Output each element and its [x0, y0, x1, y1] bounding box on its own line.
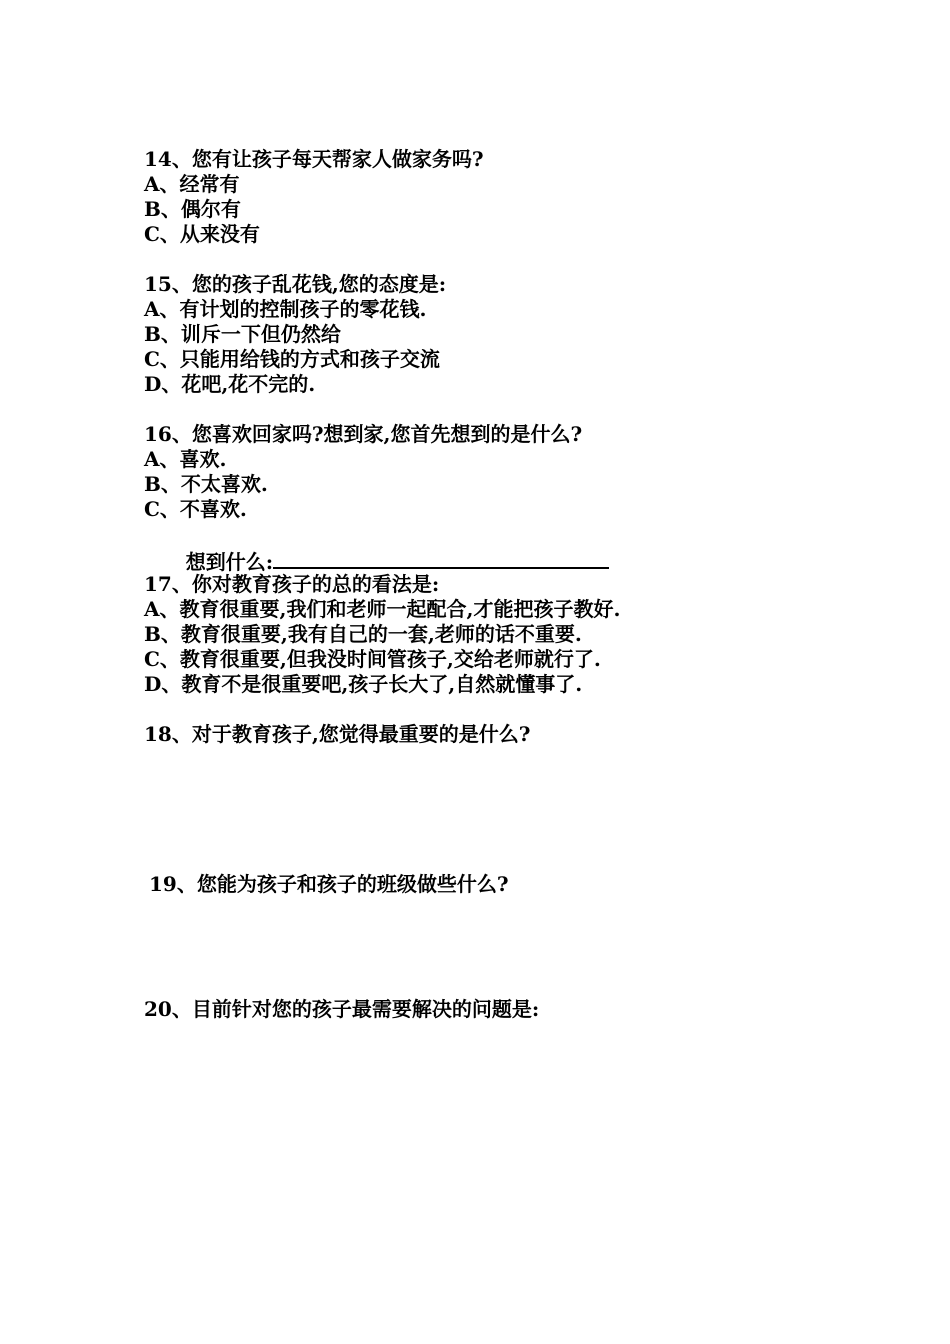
fill-in-row [144, 522, 864, 574]
question-16 [144, 422, 864, 574]
questionnaire-page [144, 147, 864, 1022]
option-b: B、教育很重要,我有自己的一套,老师的话不重要. [144, 622, 582, 646]
question-text: 18、对于教育孩子,您觉得最重要的是什么? [144, 722, 531, 746]
question-15 [144, 272, 864, 397]
question-text: 14、您有让孩子每天帮家人做家务吗? [144, 147, 484, 171]
question-14 [144, 147, 864, 247]
option-a: A、有计划的控制孩子的零花钱. [144, 297, 427, 321]
question-text: 16、您喜欢回家吗?想到家,您首先想到的是什么? [144, 422, 583, 446]
option-c: C、从来没有 [144, 222, 260, 246]
option-c: C、只能用给钱的方式和孩子交流 [144, 347, 440, 371]
question-20 [144, 997, 864, 1022]
question-17 [144, 572, 864, 697]
option-c: C、不喜欢. [144, 497, 247, 521]
question-text: 17、你对教育孩子的总的看法是: [144, 572, 440, 596]
option-a: A、喜欢. [144, 447, 227, 471]
option-d: D、教育不是很重要吧,孩子长大了,自然就懂事了. [144, 672, 583, 696]
option-a: A、经常有 [144, 172, 240, 196]
option-c: C、教育很重要,但我没时间管孩子,交给老师就行了. [144, 647, 601, 671]
question-18 [144, 722, 864, 747]
question-text: 20、目前针对您的孩子最需要解决的问题是: [144, 997, 540, 1021]
fill-in-blank[interactable] [273, 547, 609, 569]
question-19 [144, 872, 864, 897]
option-a: A、教育很重要,我们和老师一起配合,才能把孩子教好. [144, 597, 621, 621]
option-b: B、偶尔有 [144, 197, 241, 221]
option-b: B、训斥一下但仍然给 [144, 322, 341, 346]
option-d: D、花吧,花不完的. [144, 372, 316, 396]
question-text: 15、您的孩子乱花钱,您的态度是: [144, 272, 447, 296]
question-text: 19、您能为孩子和孩子的班级做些什么? [149, 872, 509, 896]
option-b: B、不太喜欢. [144, 472, 268, 496]
fill-in-label: 想到什么: [185, 550, 274, 574]
